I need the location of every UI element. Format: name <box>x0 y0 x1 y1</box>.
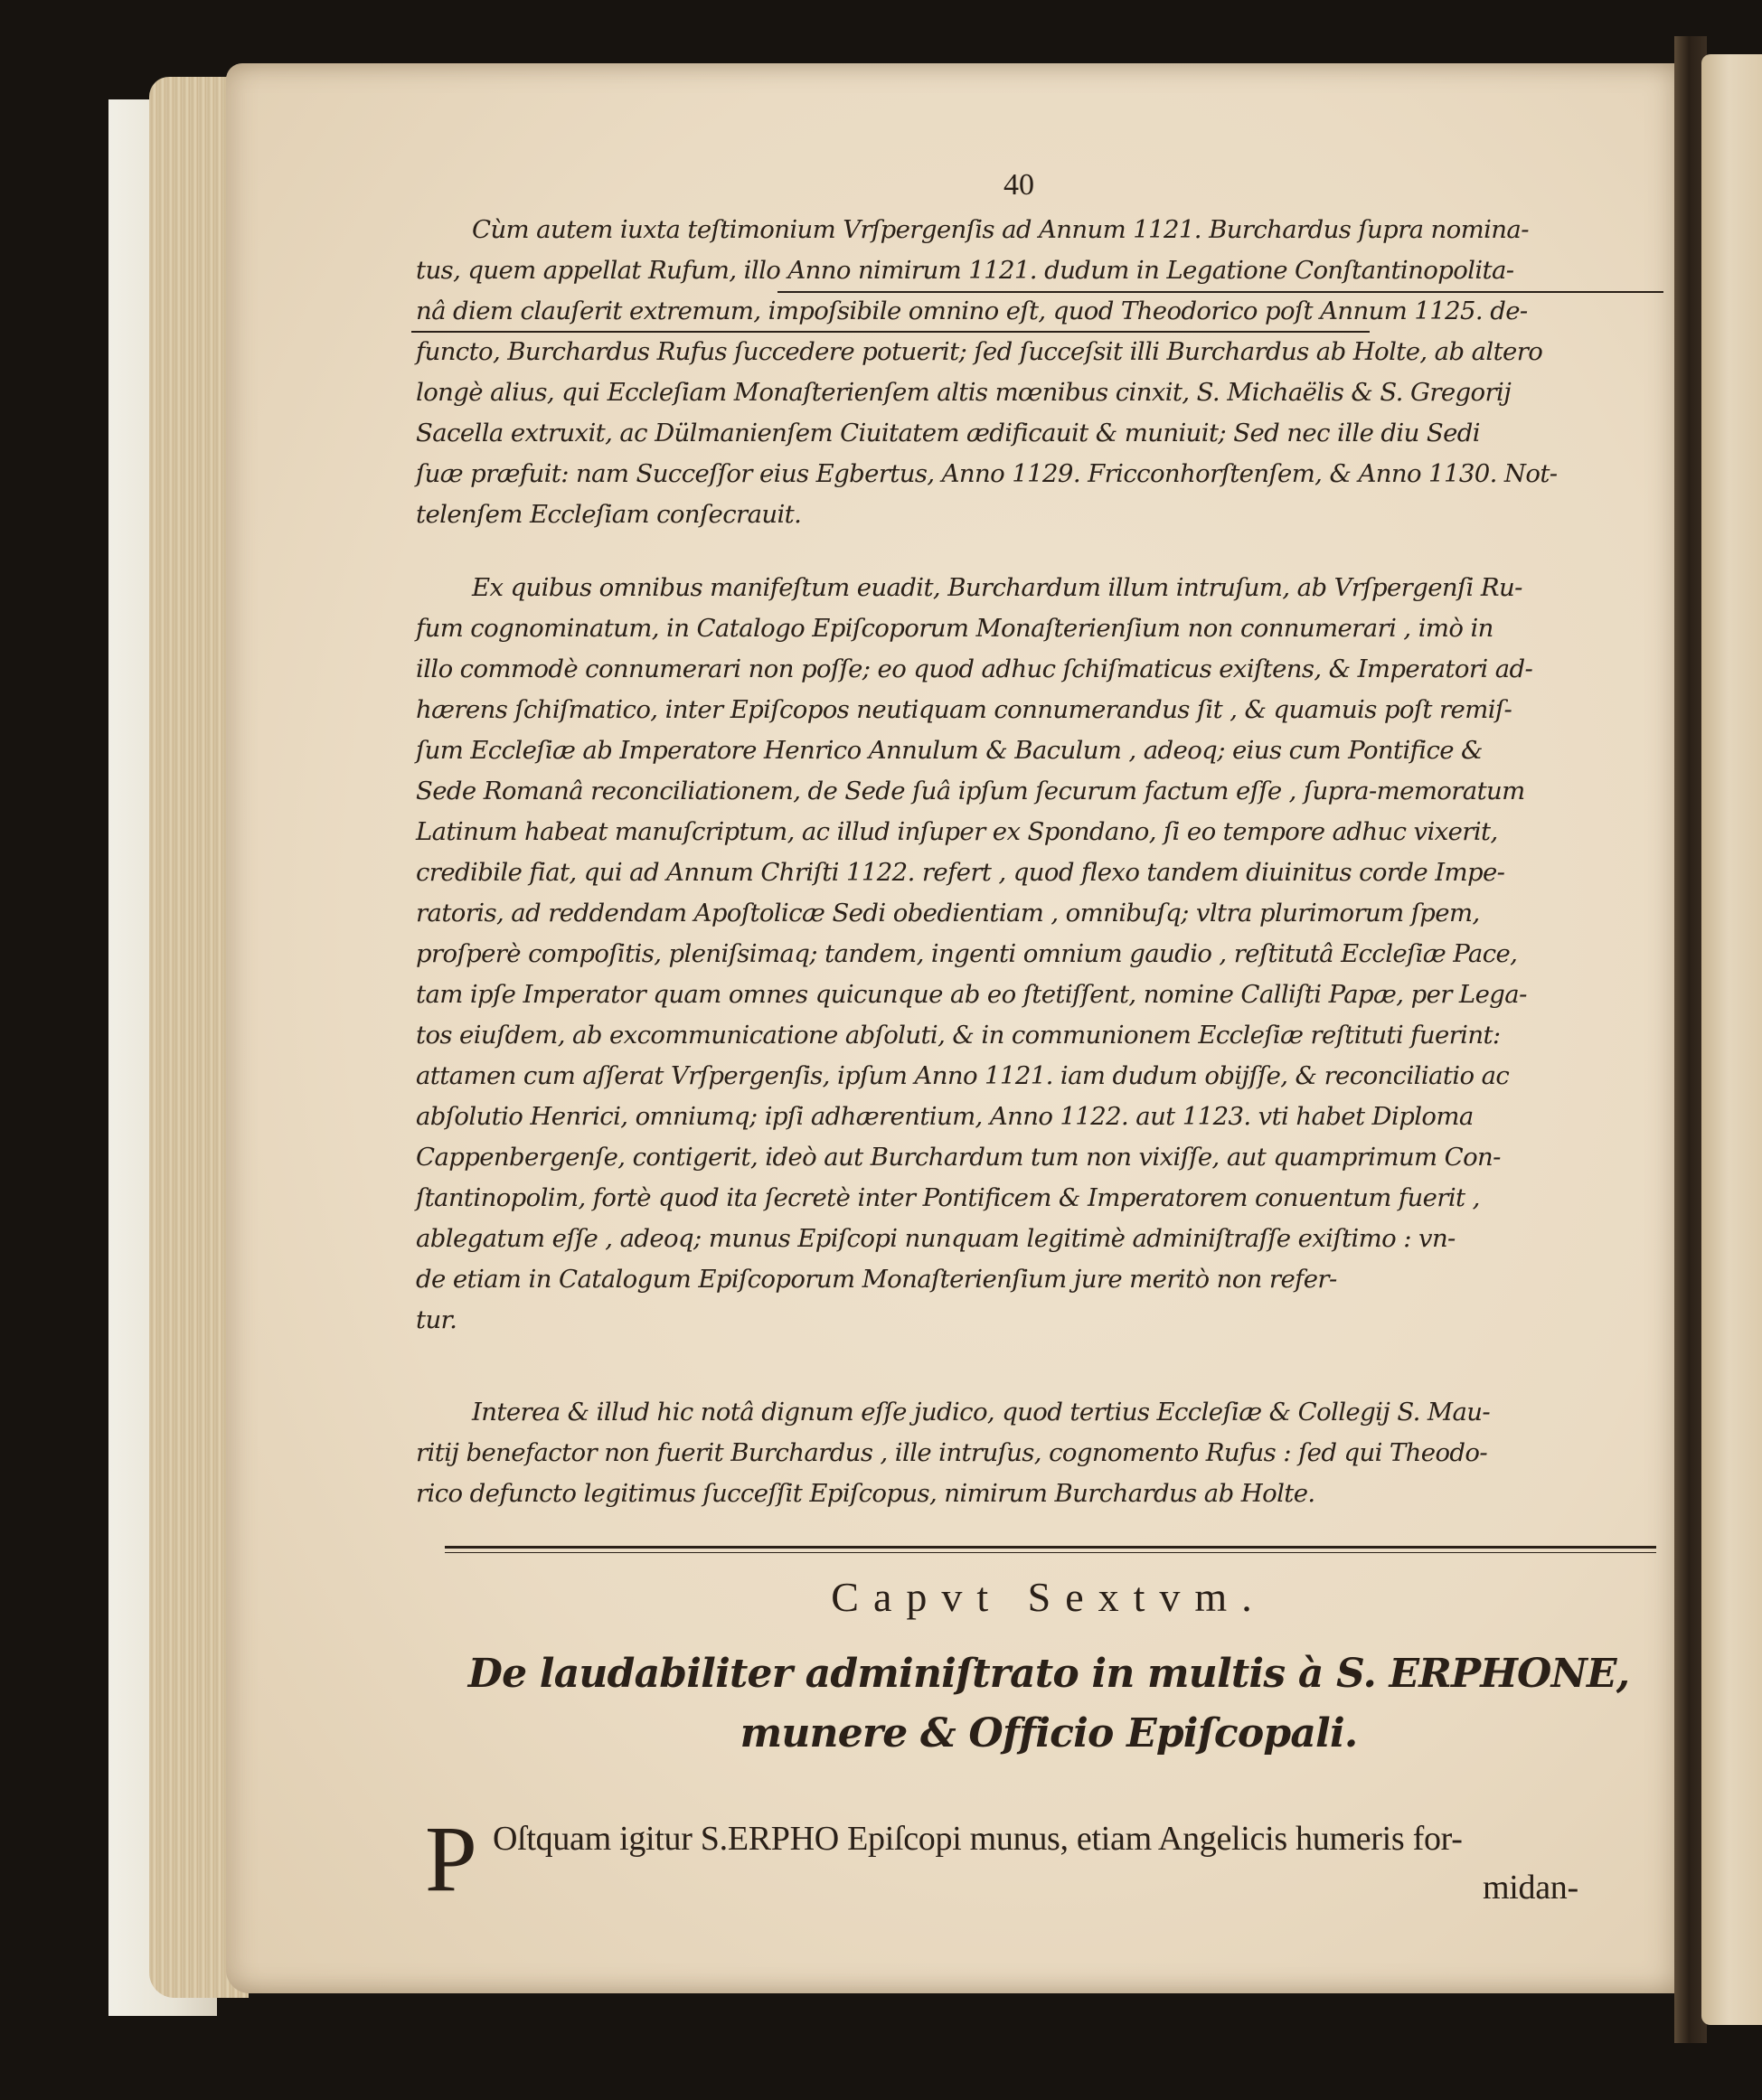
drop-cap: P <box>425 1807 477 1911</box>
paragraph-3 <box>416 1392 1654 1514</box>
body-text-line: midan- <box>1483 1869 1578 1907</box>
text-line: telenſem Eccleſiam conſecrauit. <box>416 500 802 529</box>
text-line: tam ipſe Imperator quam omnes quicunque ab eo ſtetiſſent, nomine Calliſti Papæ, per Lega- <box>416 980 1527 1009</box>
page-number: 40 <box>1003 168 1034 202</box>
section-rule-thin <box>445 1552 1656 1553</box>
text-line: ratoris, ad reddendam Apoſtolicæ Sedi obedientiam , omnibuſq; vltra plurimorum ſpem, <box>416 899 1480 928</box>
text-line: Sede Romanâ reconciliationem, de Sede ſuâ ipſum ſecurum factum eſſe , ſupra-memoratum <box>416 777 1525 805</box>
text-line: proſperè compoſitis, pleniſsimaq; tandem, ingenti omnium gaudio , reſtitutâ Eccleſiæ Pace, <box>416 939 1518 968</box>
paragraph-1 <box>416 210 1654 535</box>
text-line: Cappenbergenſe, contigerit, ideò aut Burchardum tum non vixiſſe, aut quamprimum Con- <box>416 1143 1501 1172</box>
text-line: Sacella extruxit, ac Dülmanienſem Ciuitatem ædificauit & muniuit; Sed nec ille diu Sedi <box>416 419 1480 447</box>
text-line: tus, quem appellat Rufum, illo Anno nimirum 1121. dudum in Legatione Conſtantinopolita- <box>416 256 1514 285</box>
text-line: ſtantinopolim, fortè quod ita ſecretè inter Pontificem & Imperatorem conuentum fuerit , <box>416 1183 1480 1212</box>
text-line: Interea & illud hic notâ dignum eſſe judico, quod tertius Eccleſiæ & Collegij S. Mau- <box>472 1398 1491 1427</box>
body-text-line: Oſtquam igitur S.ERPHO Epiſcopi munus, etiam Angelicis humeris for- <box>493 1820 1463 1858</box>
text-line: de etiam in Catalogum Epiſcoporum Monaſterienſium jure meritò non refer- <box>416 1265 1337 1294</box>
text-line: tos eiuſdem, ab excommunicatione abſoluti, & in communionem Eccleſiæ reſtituti fuerint: <box>416 1021 1501 1050</box>
text-line: nâ diem clauſerit extremum, impoſsibile omnino eſt, quod Theodorico poſt Annum 1125. de- <box>416 297 1528 325</box>
section-rule <box>445 1546 1656 1549</box>
text-line: ſuæ præfuit: nam Succeſſor eius Egbertus, Anno 1129. Fricconhorſtenſem, & Anno 1130. Not- <box>416 459 1558 488</box>
text-line: tur. <box>416 1305 457 1334</box>
text-line: ſum Eccleſiæ ab Imperatore Henrico Annulum & Baculum , adeoq; eius cum Pontifice & <box>416 736 1483 765</box>
text-line: credibile fiat, qui ad Annum Chriſti 1122. refert , quod flexo tandem diuinitus corde Impe- <box>416 858 1505 887</box>
text-line: Latinum habeat manuſcriptum, ac illud inſuper ex Spondano, ſi eo tempore adhuc vixerit, <box>416 817 1498 846</box>
text-line: rico defuncto legitimus ſucceſſit Epiſcopus, nimirum Burchardus ab Holte. <box>416 1479 1315 1508</box>
text-line: functo, Burchardus Rufus ſuccedere potuerit; ſed ſucceſsit illi Burchardus ab Holte, ab altero <box>416 337 1543 366</box>
text-line: ablegatum eſſe , adeoq; munus Epiſcopi nunquam legitimè adminiſtraſſe exiſtimo : vn- <box>416 1224 1456 1253</box>
text-line: abſolutio Henrici, omniumq; ipſi adhærentium, Anno 1122. aut 1123. vti habet Diploma <box>416 1102 1474 1131</box>
paragraph-2 <box>416 568 1654 1341</box>
text-line: longè alius, qui Eccleſiam Monaſterienſem altis mœnibus cinxit, S. Michaëlis & S. Gregorij <box>416 378 1512 407</box>
text-line: fum cognominatum, in Catalogo Epiſcoporum Monaſterienſium non connumerari , imò in <box>416 614 1493 643</box>
chapter-subtitle-line: munere & Officio Epiſcopali. <box>740 1710 1358 1756</box>
chapter-subtitle-line: De laudabiliter adminiſtrato in multis à S. ERPHONE, <box>467 1651 1630 1697</box>
text-line: Cùm autem iuxta teſtimonium Vrſpergenſis ad Annum 1121. Burchardus ſupra nomina- <box>472 215 1529 244</box>
text-line: ritij benefactor non fuerit Burchardus , ille intruſus, cognomento Rufus : ſed qui Theodo- <box>416 1438 1488 1467</box>
text-line: Ex quibus omnibus manifeſtum euadit, Burchardum illum intruſum, ab Vrſpergenſi Ru- <box>472 573 1522 602</box>
facing-page-edge <box>1701 54 1762 2025</box>
text-line: illo commodè connumerari non poſſe; eo quod adhuc ſchiſmaticus exiſtens, & Imperatori ad- <box>416 654 1533 683</box>
text-line: hærens ſchiſmatico, inter Epiſcopos neutiquam connumerandus ſit , & quamuis poſt remiſ- <box>416 695 1512 724</box>
chapter-heading: Capvt Sextvm. <box>831 1574 1267 1620</box>
text-line: attamen cum aſſerat Vrſpergenſis, ipſum Anno 1121. iam dudum obijſſe, & reconciliatio ac <box>416 1061 1510 1090</box>
